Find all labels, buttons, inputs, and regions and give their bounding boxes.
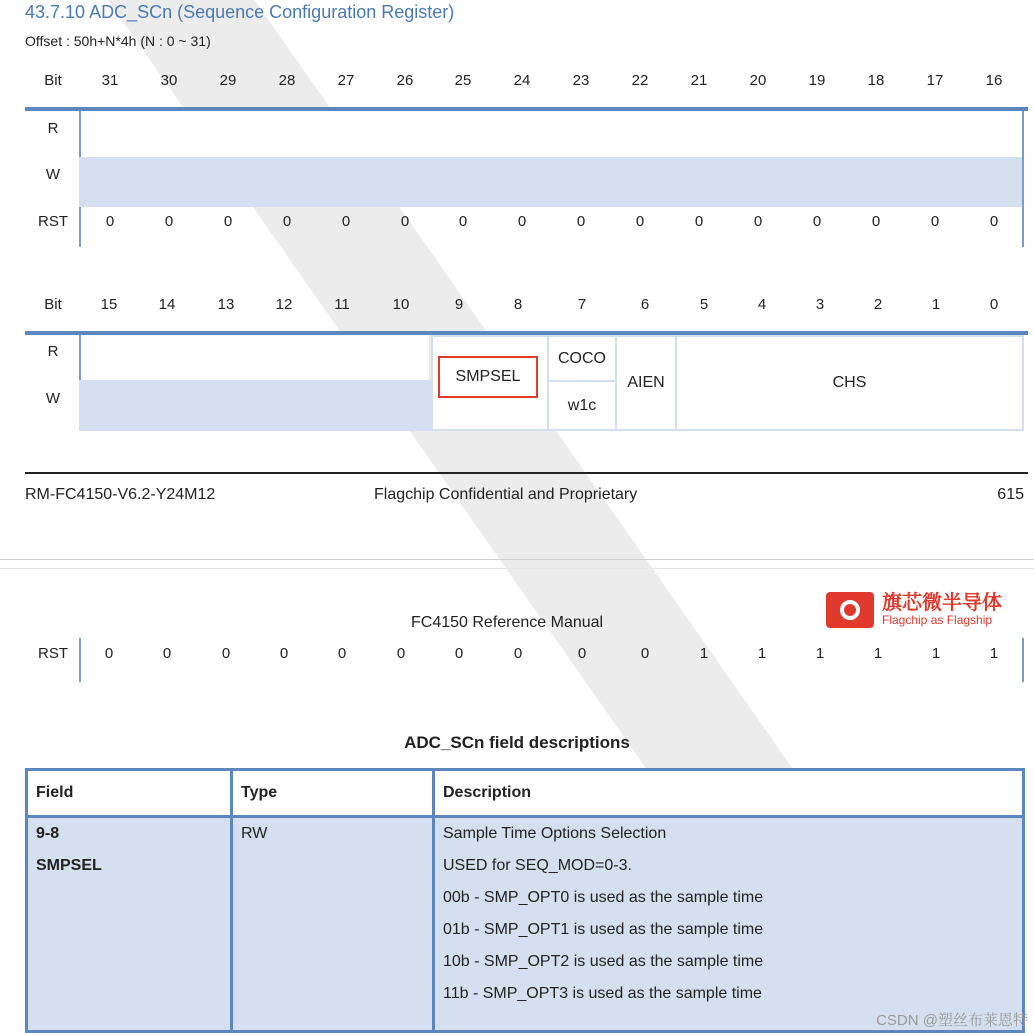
reset-value: 0	[164, 213, 174, 230]
reset-value: 1	[931, 645, 941, 662]
bit-number: 5	[699, 296, 709, 313]
reset-value: 0	[577, 645, 587, 662]
aien-field-cell: AIEN	[615, 335, 677, 431]
column-header-type: Type	[232, 770, 434, 817]
reset-value: 0	[812, 213, 822, 230]
bit-number: 31	[101, 72, 119, 89]
reset-value: 0	[753, 213, 763, 230]
reset-value: 0	[517, 213, 527, 230]
bit-number: 23	[572, 72, 590, 89]
read-row-label: R	[47, 120, 59, 137]
reset-value: 1	[989, 645, 999, 662]
reset-value: 1	[699, 645, 709, 662]
bit-number: 13	[217, 296, 235, 313]
bit-number: 22	[631, 72, 649, 89]
reset-value: 0	[223, 213, 233, 230]
bit-number: 4	[757, 296, 767, 313]
bit-number: 15	[100, 296, 118, 313]
column-header-description: Description	[434, 770, 1024, 817]
bit-number: 10	[392, 296, 410, 313]
reset-value: 0	[282, 213, 292, 230]
logo-chinese-name: 旗芯微半导体	[882, 592, 1002, 614]
reserved-write-cell	[79, 380, 431, 431]
reset-value: 0	[105, 213, 115, 230]
table-row	[27, 817, 1024, 1032]
reserved-read-cell	[81, 111, 1022, 157]
bit-header-upper	[25, 72, 1025, 96]
reset-value: 0	[400, 213, 410, 230]
bit-number: 27	[337, 72, 355, 89]
read-row-label: R	[47, 343, 59, 360]
bit-label: Bit	[44, 72, 62, 89]
logo-icon	[826, 592, 874, 628]
reset-value: 0	[635, 213, 645, 230]
reset-value: 0	[221, 645, 231, 662]
reset-row-label: RST	[38, 645, 68, 662]
reset-value: 0	[930, 213, 940, 230]
description-line: USED for SEQ_MOD=0-3.	[443, 857, 632, 874]
bit-number: 0	[989, 296, 999, 313]
coco-write-cell: w1c	[547, 380, 617, 431]
reset-value: 0	[396, 645, 406, 662]
bit-header-lower	[25, 296, 1025, 320]
description-line: 11b - SMP_OPT3 is used as the sample time	[443, 985, 762, 1002]
bit-number: 2	[873, 296, 883, 313]
coco-read-cell: COCO	[547, 335, 617, 382]
bit-number: 6	[640, 296, 650, 313]
reset-row-label: RST	[38, 213, 68, 230]
bit-number: 20	[749, 72, 767, 89]
write-row-label: W	[45, 390, 61, 407]
page-separator	[0, 559, 1034, 560]
reset-value: 0	[694, 213, 704, 230]
description-cell	[434, 817, 1024, 1032]
description-line: 10b - SMP_OPT2 is used as the sample time	[443, 953, 764, 970]
bit-number: 7	[577, 296, 587, 313]
section-title: 43.7.10 ADC_SCn (Sequence Configuration Register)	[25, 2, 455, 22]
bit-number: 8	[513, 296, 523, 313]
bit-number: 21	[690, 72, 708, 89]
table-header-row	[27, 770, 1024, 817]
flagchip-logo	[826, 591, 1022, 629]
reset-value: 0	[104, 645, 114, 662]
description-line: 00b - SMP_OPT0 is used as the sample time	[443, 889, 764, 906]
reset-value: 0	[337, 645, 347, 662]
field-bits: 9-8	[36, 825, 60, 842]
description-line: Sample Time Options Selection	[443, 825, 667, 842]
bit-number: 18	[867, 72, 885, 89]
bit-number: 28	[278, 72, 296, 89]
page-separator	[0, 568, 1034, 569]
bit-number: 30	[160, 72, 178, 89]
reserved-write-cell	[79, 157, 1022, 207]
reset-value: 1	[815, 645, 825, 662]
bit-label: Bit	[44, 296, 62, 313]
confidential-note: Flagchip Confidential and Proprietary	[374, 486, 638, 503]
reserved-read-cell	[81, 335, 429, 380]
bit-number: 11	[334, 296, 350, 313]
bit-number: 14	[158, 296, 176, 313]
reset-value: 0	[576, 213, 586, 230]
description-line: 01b - SMP_OPT1 is used as the sample time	[443, 921, 764, 938]
column-header-field: Field	[27, 770, 232, 817]
page-number: 615	[997, 486, 1024, 503]
logo-tagline: Flagchip as Flagship	[882, 613, 993, 627]
footer-rule	[25, 472, 1028, 474]
field-description-table	[25, 768, 1025, 1033]
csdn-watermark-text: CSDN @塑丝布莱恩特	[876, 1012, 1028, 1029]
bit-number: 24	[513, 72, 531, 89]
bit-number: 26	[396, 72, 414, 89]
chs-field-cell: CHS	[675, 335, 1024, 431]
document-id: RM-FC4150-V6.2-Y24M12	[25, 486, 216, 503]
register-offset: Offset : 50h+N*4h (N : 0 ~ 31)	[25, 33, 211, 49]
bit-number: 9	[454, 296, 464, 313]
bit-number: 19	[808, 72, 826, 89]
reset-value: 0	[454, 645, 464, 662]
reset-value: 0	[162, 645, 172, 662]
bit-number: 25	[454, 72, 472, 89]
reset-value: 0	[513, 645, 523, 662]
reset-value: 0	[279, 645, 289, 662]
bit-number: 12	[275, 296, 293, 313]
reset-value: 1	[757, 645, 767, 662]
table-title: ADC_SCn field descriptions	[404, 733, 630, 752]
smpsel-field-highlight: SMPSEL	[438, 356, 538, 398]
reset-value: 0	[341, 213, 351, 230]
field-cell	[27, 817, 232, 1032]
reset-value: 0	[458, 213, 468, 230]
field-type: RW	[241, 825, 268, 842]
bit-number: 3	[815, 296, 825, 313]
write-row-label: W	[45, 166, 61, 183]
bit-number: 16	[985, 72, 1003, 89]
type-cell	[232, 817, 434, 1032]
bit-number: 1	[931, 296, 941, 313]
field-name: SMPSEL	[36, 857, 102, 874]
reset-value: 0	[989, 213, 999, 230]
reset-value: 0	[871, 213, 881, 230]
reset-value: 1	[873, 645, 883, 662]
manual-title: FC4150 Reference Manual	[411, 614, 604, 631]
reset-value: 0	[640, 645, 650, 662]
bit-number: 29	[219, 72, 237, 89]
bit-number: 17	[926, 72, 944, 89]
